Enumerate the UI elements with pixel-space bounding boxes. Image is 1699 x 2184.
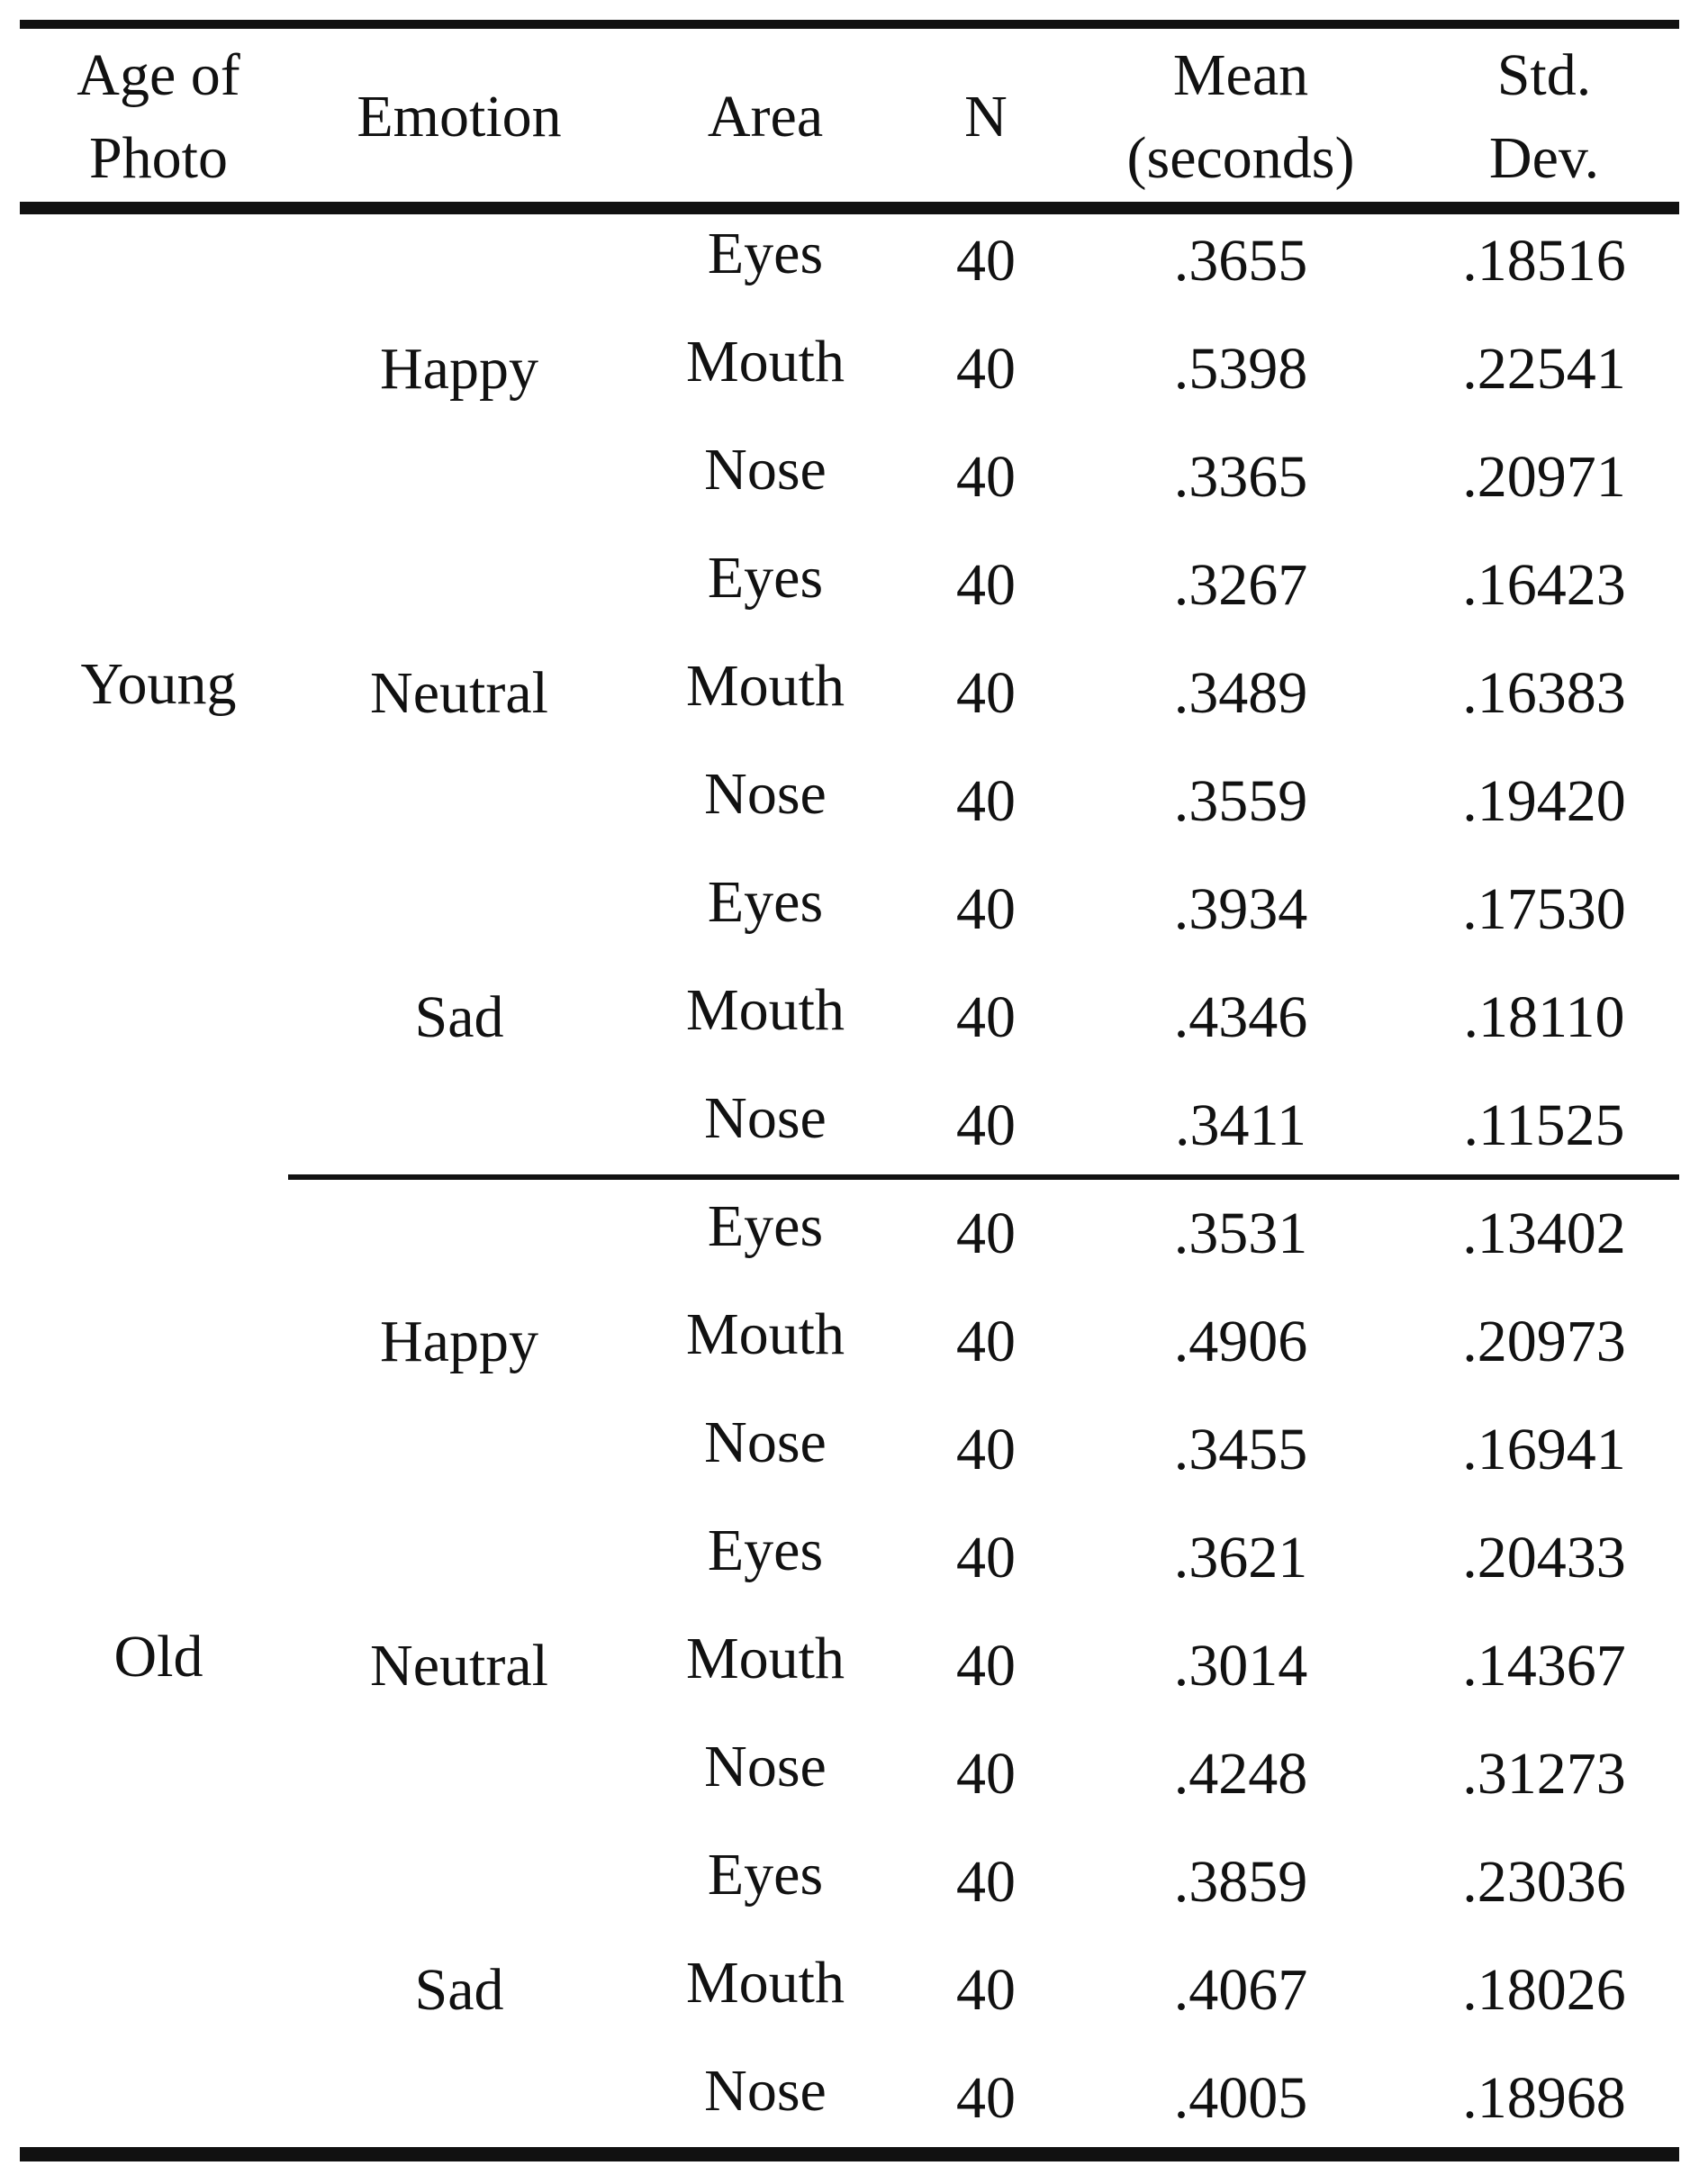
area-cell: Nose [704,437,827,503]
n-cell: 40 [956,1849,1016,1915]
header-mean [1127,34,1355,200]
mean-cell: .3559 [1173,768,1308,834]
emotion-cell: Happy [380,336,538,402]
mean-cell: .4005 [1173,2065,1308,2131]
area-cell: Mouth [685,1950,845,2016]
area-cell: Eyes [707,545,824,611]
table-top-rule [20,20,1679,29]
area-cell: Eyes [707,869,824,935]
emotion-cell: Happy [380,1309,538,1374]
n-cell: 40 [956,768,1016,834]
mean-cell: .3411 [1174,1092,1307,1158]
mean-cell: .3489 [1173,660,1308,726]
n-cell: 40 [956,1525,1016,1590]
area-cell: Mouth [685,653,845,719]
n-cell: 40 [956,984,1016,1050]
mean-cell: .3531 [1173,1201,1308,1266]
n-cell: 40 [956,876,1016,942]
std-dev-cell: .19420 [1462,768,1626,834]
area-cell: Nose [704,1409,827,1475]
std-dev-cell: .16423 [1462,552,1626,618]
mean-cell: .3621 [1173,1525,1308,1590]
n-cell: 40 [956,228,1016,294]
mean-cell: .4346 [1173,984,1308,1050]
std-dev-cell: .16383 [1462,660,1626,726]
mean-cell: .4906 [1173,1309,1308,1374]
table-bottom-rule [20,2147,1679,2161]
mean-cell: .3934 [1173,876,1308,942]
header-std-dev [1489,34,1599,200]
mean-cell: .3267 [1173,552,1308,618]
area-cell: Nose [704,1085,827,1151]
mean-cell: .3455 [1173,1417,1308,1482]
std-dev-cell: .23036 [1462,1849,1626,1915]
n-cell: 40 [956,336,1016,402]
std-dev-cell: .16941 [1462,1417,1626,1482]
area-cell: Eyes [707,1842,824,1908]
area-cell: Nose [704,2058,827,2124]
emotion-cell: Neutral [370,660,548,726]
header-mean-line1: Mean [1172,42,1309,108]
n-cell: 40 [956,1201,1016,1266]
std-dev-cell: .18968 [1462,2065,1626,2131]
area-cell: Mouth [685,329,845,394]
std-dev-cell: .18026 [1462,1957,1626,2023]
n-cell: 40 [956,552,1016,618]
n-cell: 40 [956,1957,1016,2023]
n-cell: 40 [956,660,1016,726]
n-cell: 40 [956,1092,1016,1158]
header-age-of-photo-line1: Age of [77,42,240,108]
header-std-dev-line2: Dev. [1488,125,1600,191]
mean-cell: .4248 [1173,1741,1308,1807]
std-dev-cell: .22541 [1462,336,1626,402]
n-cell: 40 [956,1741,1016,1807]
mean-cell: .5398 [1173,336,1308,402]
area-cell: Mouth [685,1301,845,1367]
n-cell: 40 [956,1417,1016,1482]
header-n [964,76,1008,159]
std-dev-cell: .20971 [1462,444,1626,510]
header-age-of-photo-line2: Photo [88,125,229,191]
mean-cell: .4067 [1173,1957,1308,2023]
std-dev-cell: .13402 [1462,1201,1626,1266]
mean-cell: .3365 [1173,444,1308,510]
area-cell: Eyes [707,1518,824,1583]
std-dev-cell: .20433 [1462,1525,1626,1590]
std-dev-cell: .20973 [1462,1309,1626,1374]
header-emotion [357,76,561,159]
std-dev-cell: .18516 [1462,228,1626,294]
std-dev-cell: .17530 [1462,876,1626,942]
area-cell: Eyes [707,221,824,286]
std-dev-cell: .14367 [1462,1633,1626,1699]
group-separator-rule [288,1174,1679,1180]
header-n-label: N [964,84,1008,150]
area-cell: Nose [704,1734,827,1799]
emotion-cell: Sad [414,1957,504,2023]
header-mean-line2: (seconds) [1126,125,1355,191]
mean-cell: .3014 [1173,1633,1308,1699]
emotion-cell: Neutral [370,1633,548,1699]
area-cell: Mouth [685,977,845,1043]
header-age-of-photo [77,34,239,200]
area-cell: Mouth [685,1626,845,1691]
std-dev-cell: .31273 [1462,1741,1626,1807]
header-std-dev-line1: Std. [1496,42,1592,108]
header-area-label: Area [707,84,824,150]
area-cell: Nose [704,761,827,827]
mean-cell: .3859 [1173,1849,1308,1915]
age-cell: Old [113,1624,203,1690]
area-cell: Eyes [707,1193,824,1259]
n-cell: 40 [956,1309,1016,1374]
header-emotion-label: Emotion [357,84,562,150]
mean-cell: .3655 [1173,228,1308,294]
std-dev-cell: .18110 [1463,984,1625,1050]
n-cell: 40 [956,1633,1016,1699]
std-dev-cell: .11525 [1463,1092,1625,1158]
header-bottom-rule [20,202,1679,214]
emotion-cell: Sad [414,984,504,1050]
age-cell: Young [80,651,237,717]
header-area [708,76,823,159]
n-cell: 40 [956,444,1016,510]
n-cell: 40 [956,2065,1016,2131]
